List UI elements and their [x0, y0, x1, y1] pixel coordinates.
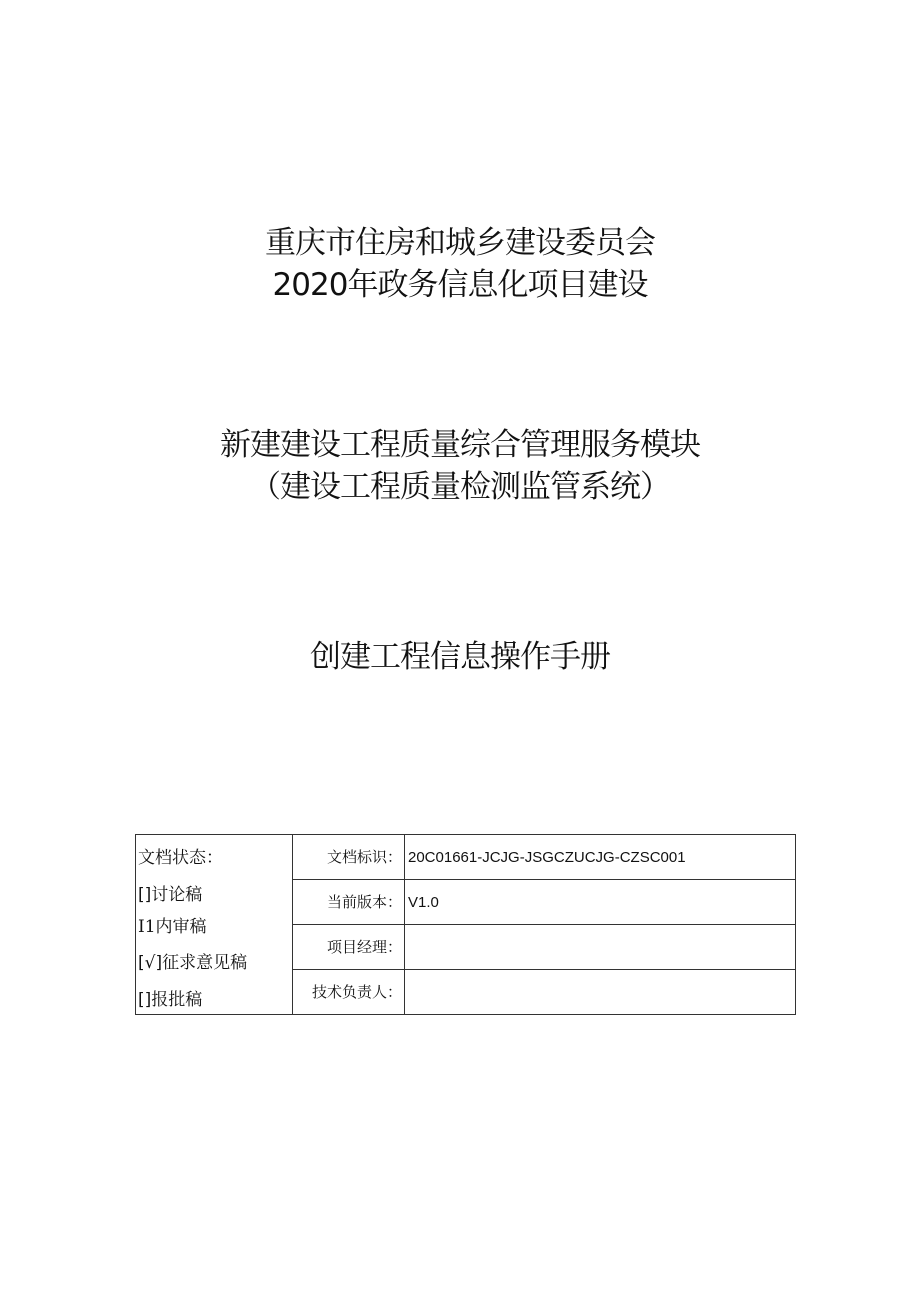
status-option-label: 征求意见稿	[162, 953, 248, 973]
status-option-consultation	[138, 948, 247, 973]
document-info-table	[135, 834, 796, 1015]
status-checkbox-mark: []	[138, 885, 152, 905]
doc-id-value: 20C01661-JCJG-JSGCZUCJG-CZSC001	[408, 849, 686, 866]
manual-title	[0, 636, 920, 678]
organization-title	[0, 222, 920, 306]
status-option-approval	[138, 985, 202, 1010]
module-title-line-1: 新建建设工程质量综合管理服务模块	[220, 427, 700, 463]
project-manager-row	[293, 925, 795, 970]
status-option-internal-review	[138, 912, 207, 937]
module-title	[0, 424, 920, 508]
status-option-label: 讨论稿	[151, 885, 203, 905]
project-manager-label: 项目经理：	[293, 925, 405, 969]
document-status-cell	[136, 835, 293, 1014]
version-row	[293, 880, 795, 925]
status-option-label: 内审稿	[155, 917, 207, 937]
manual-title-text: 创建工程信息操作手册	[310, 639, 610, 675]
document-status-heading: 文档状态：	[138, 848, 223, 868]
status-option-discussion	[138, 880, 202, 905]
module-title-line-2: （建设工程质量检测监管系统）	[250, 469, 670, 505]
status-checkbox-mark: [√]	[138, 953, 163, 973]
tech-lead-row	[293, 970, 795, 1014]
doc-id-row	[293, 835, 795, 880]
organization-title-line-1: 重庆市住房和城乡建设委员会	[265, 225, 655, 261]
tech-lead-label: 技术负责人：	[293, 970, 405, 1014]
status-checkbox-mark: []	[138, 990, 152, 1010]
organization-title-line-2: 2020年政务信息化项目建设	[272, 267, 648, 303]
version-value: V1.0	[408, 894, 439, 911]
status-checkbox-mark: I1	[138, 917, 156, 937]
version-label: 当前版本：	[293, 880, 405, 924]
doc-id-label: 文档标识：	[293, 835, 405, 879]
status-option-label: 报批稿	[151, 990, 203, 1010]
